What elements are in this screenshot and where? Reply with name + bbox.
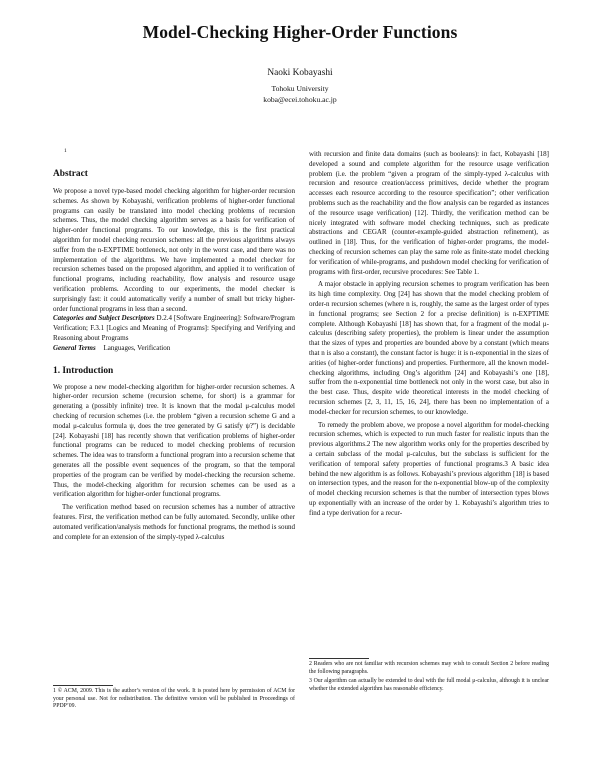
categories-text: D.2.4 [Software Engineering]: Software/Program Verification; F.3.1 [Logics and Meaning of Programs]: Specifying and Verifying and Reasoning about Programs (53, 314, 296, 342)
right-paragraph-3: To remedy the problem above, we propose a novel algorithm for model-checking recursion schemes, which is expected to run much faster for realistic inputs than the previous algorithms.2 The new algorithm works only for the properties described by a certain subclass of the modal μ-calculus, but the subclass is sufficient for the verification of temporal safety properties of functional programs.3 A basic idea behind the new algorithm is as follows. Kobayashi’s previous algorithm [18] is based on intersection types, and the reason for the n-exponential blow-up of the complexity of model checking recursion schemes is that the number of intersection types blows up exponentially with an increase of the order by 1. Kobayashi’s algorithm tries to find a type derivation for a recur- (309, 420, 549, 517)
paper-title: Model-Checking Higher-Order Functions (142, 22, 458, 42)
left-column (53, 168, 295, 542)
intro-paragraph-1: We propose a new model-checking algorithm for higher-order recursion schemes. A higher-order recursion scheme (recursion scheme, for short) is a grammar for generating a (possibly infinite) tree. It is known that the modal μ-calculus model checking of recursion schemes (i.e. the problem “given a recursion scheme G and a modal μ-calculus formula ψ, does the tree generated by G satisfy ψ?”) is decidable [24]. Kobayashi [18] has recently shown that verification problems of higher-order functional programs can be reduced to model checking problems of recursion schemes. The idea was to transform a functional program into a recursion scheme that generates all the possible event sequences of the program, so that the temporal properties of the program can be verified by model-checking the recursion scheme. Thus, the model-checking algorithm for recursion schemes can be used as a verification algorithm for higher-order functional programs. (53, 382, 295, 499)
introduction-heading: 1. Introduction (53, 365, 114, 376)
footnote-mark: 1 (64, 148, 67, 154)
intro-paragraph-2: The verification method based on recursion schemes has a number of attractive features. First, the verification method can be fully automated. Secondly, unlike other automated verification/analysis methods for functional programs, the method is sound and complete for an extension of the simply-typed λ-calculus (53, 503, 295, 541)
footnote-2: 2 Readers who are not familiar with recursion schemes may wish to consult Section 2 before reading the following paragraphs. (309, 661, 549, 675)
footnotes-right (309, 661, 549, 695)
right-paragraph-2: A major obstacle in applying recursion schemes to program verification has been its high time complexity. Ong [24] has shown that the model checking problem of order-n recursion schemes (where n is, roughly, the same as the largest order of types in functional programs; see Section 2 for a precise definition) is n-EXPTIME complete. Although Kobayashi [18] has shown that, for a fragment of the modal μ-calculus (describing safety properties), the problem is linear under the assumption that the sizes of types and properties are bounded above by a constant (which means that n is also a constant), the constant factor is huge: it is n-exponential in the sizes of arities (of higher-order functions) and properties. Furthermore, all the known model-checking algorithms, including Ong’s algorithm [24] and Kobayashi’s one [18], suffer from the n-exponential time bottleneck not only in the worst case, but also in the best case. Thus, despite wide theoretical interests in the model checking of recursion schemes [2, 3, 11, 15, 16, 24], there has been no implementation of a model-checker for recursion schemes, to our knowledge. (309, 280, 549, 416)
footnote-3: 3 Our algorithm can actually be extended to deal with the full modal μ-calculus, although it is unclear whether the extended algorithm has reasonable efficiency. (309, 678, 549, 692)
author-affiliation: Tohoku University (271, 84, 329, 93)
right-column (309, 150, 549, 518)
author-name: Naoki Kobayashi (267, 68, 333, 78)
footnote-rule-left (53, 685, 113, 686)
general-terms-label: General Terms (53, 343, 96, 352)
footnote-copyright: 1 © ACM, 2009. This is the author’s version of the work. It is posted here by permission of ACM for your personal use. Not for redistribution. The definitive version will be published in Proceedings of PPDP’09. (53, 688, 295, 710)
general-terms-text: Languages, Verification (103, 343, 171, 352)
right-paragraph-1: with recursion and finite data domains (such as booleans): in fact, Kobayashi [18] developed a sound and complete algorithm for the resource usage verification problem (i.e. the problem “given a program of the simply-typed λ-calculus with recursion and resource creation/access primitives, decide whether the program accesses each resource according to the resource specification”; other verification problems such as the reachability and the flow analysis can be regarded as instances of the resource usage verification) [12]. Thirdly, the verification method can be nicely integrated with software model checking techniques, such as predicate abstractions and CEGAR (counter-example-guided abstraction refinement), as outlined in [18]. Thus, for the verification of higher-order programs, the model-checking of recursion schemes can play the same role as finite-state model checking for verification of while-programs, and pushdown model checking for verification of programs with first-order, recursive procedures: See Table 1. (309, 150, 549, 276)
author-email: koba@ecei.tohoku.ac.jp (263, 95, 337, 104)
abstract-heading: Abstract (53, 169, 88, 179)
categories (53, 314, 295, 343)
footnotes-left (53, 688, 295, 713)
abstract-text: We propose a novel type-based model checking algorithm for higher-order recursion schemes. As shown by Kobayashi, verification problems of higher-order functional programs can easily be translated into model checking problems of recursion schemes. Thus, the model checking algorithm serves as a basis for verification of higher-order functional programs. To our knowledge, this is the first practical algorithm for model checking recursion schemes: all the previous algorithms always suffer from the n-EXPTIME bottleneck, not only in the worst case, and there was no implementation of the algorithms. We have implemented a model checker for recursion schemes based on the proposed algorithm, and applied it to verification of functional programs, including reachability, flow analysis and resource usage verification problems. According to our experiments, the model checker is surprisingly fast: it could automatically verify a number of small but tricky higher-order functional programs in less than a second. (53, 187, 295, 313)
categories-label: Categories and Subject Descriptors (53, 314, 155, 323)
general-terms (53, 344, 295, 354)
footnote-rule-right (309, 658, 369, 659)
